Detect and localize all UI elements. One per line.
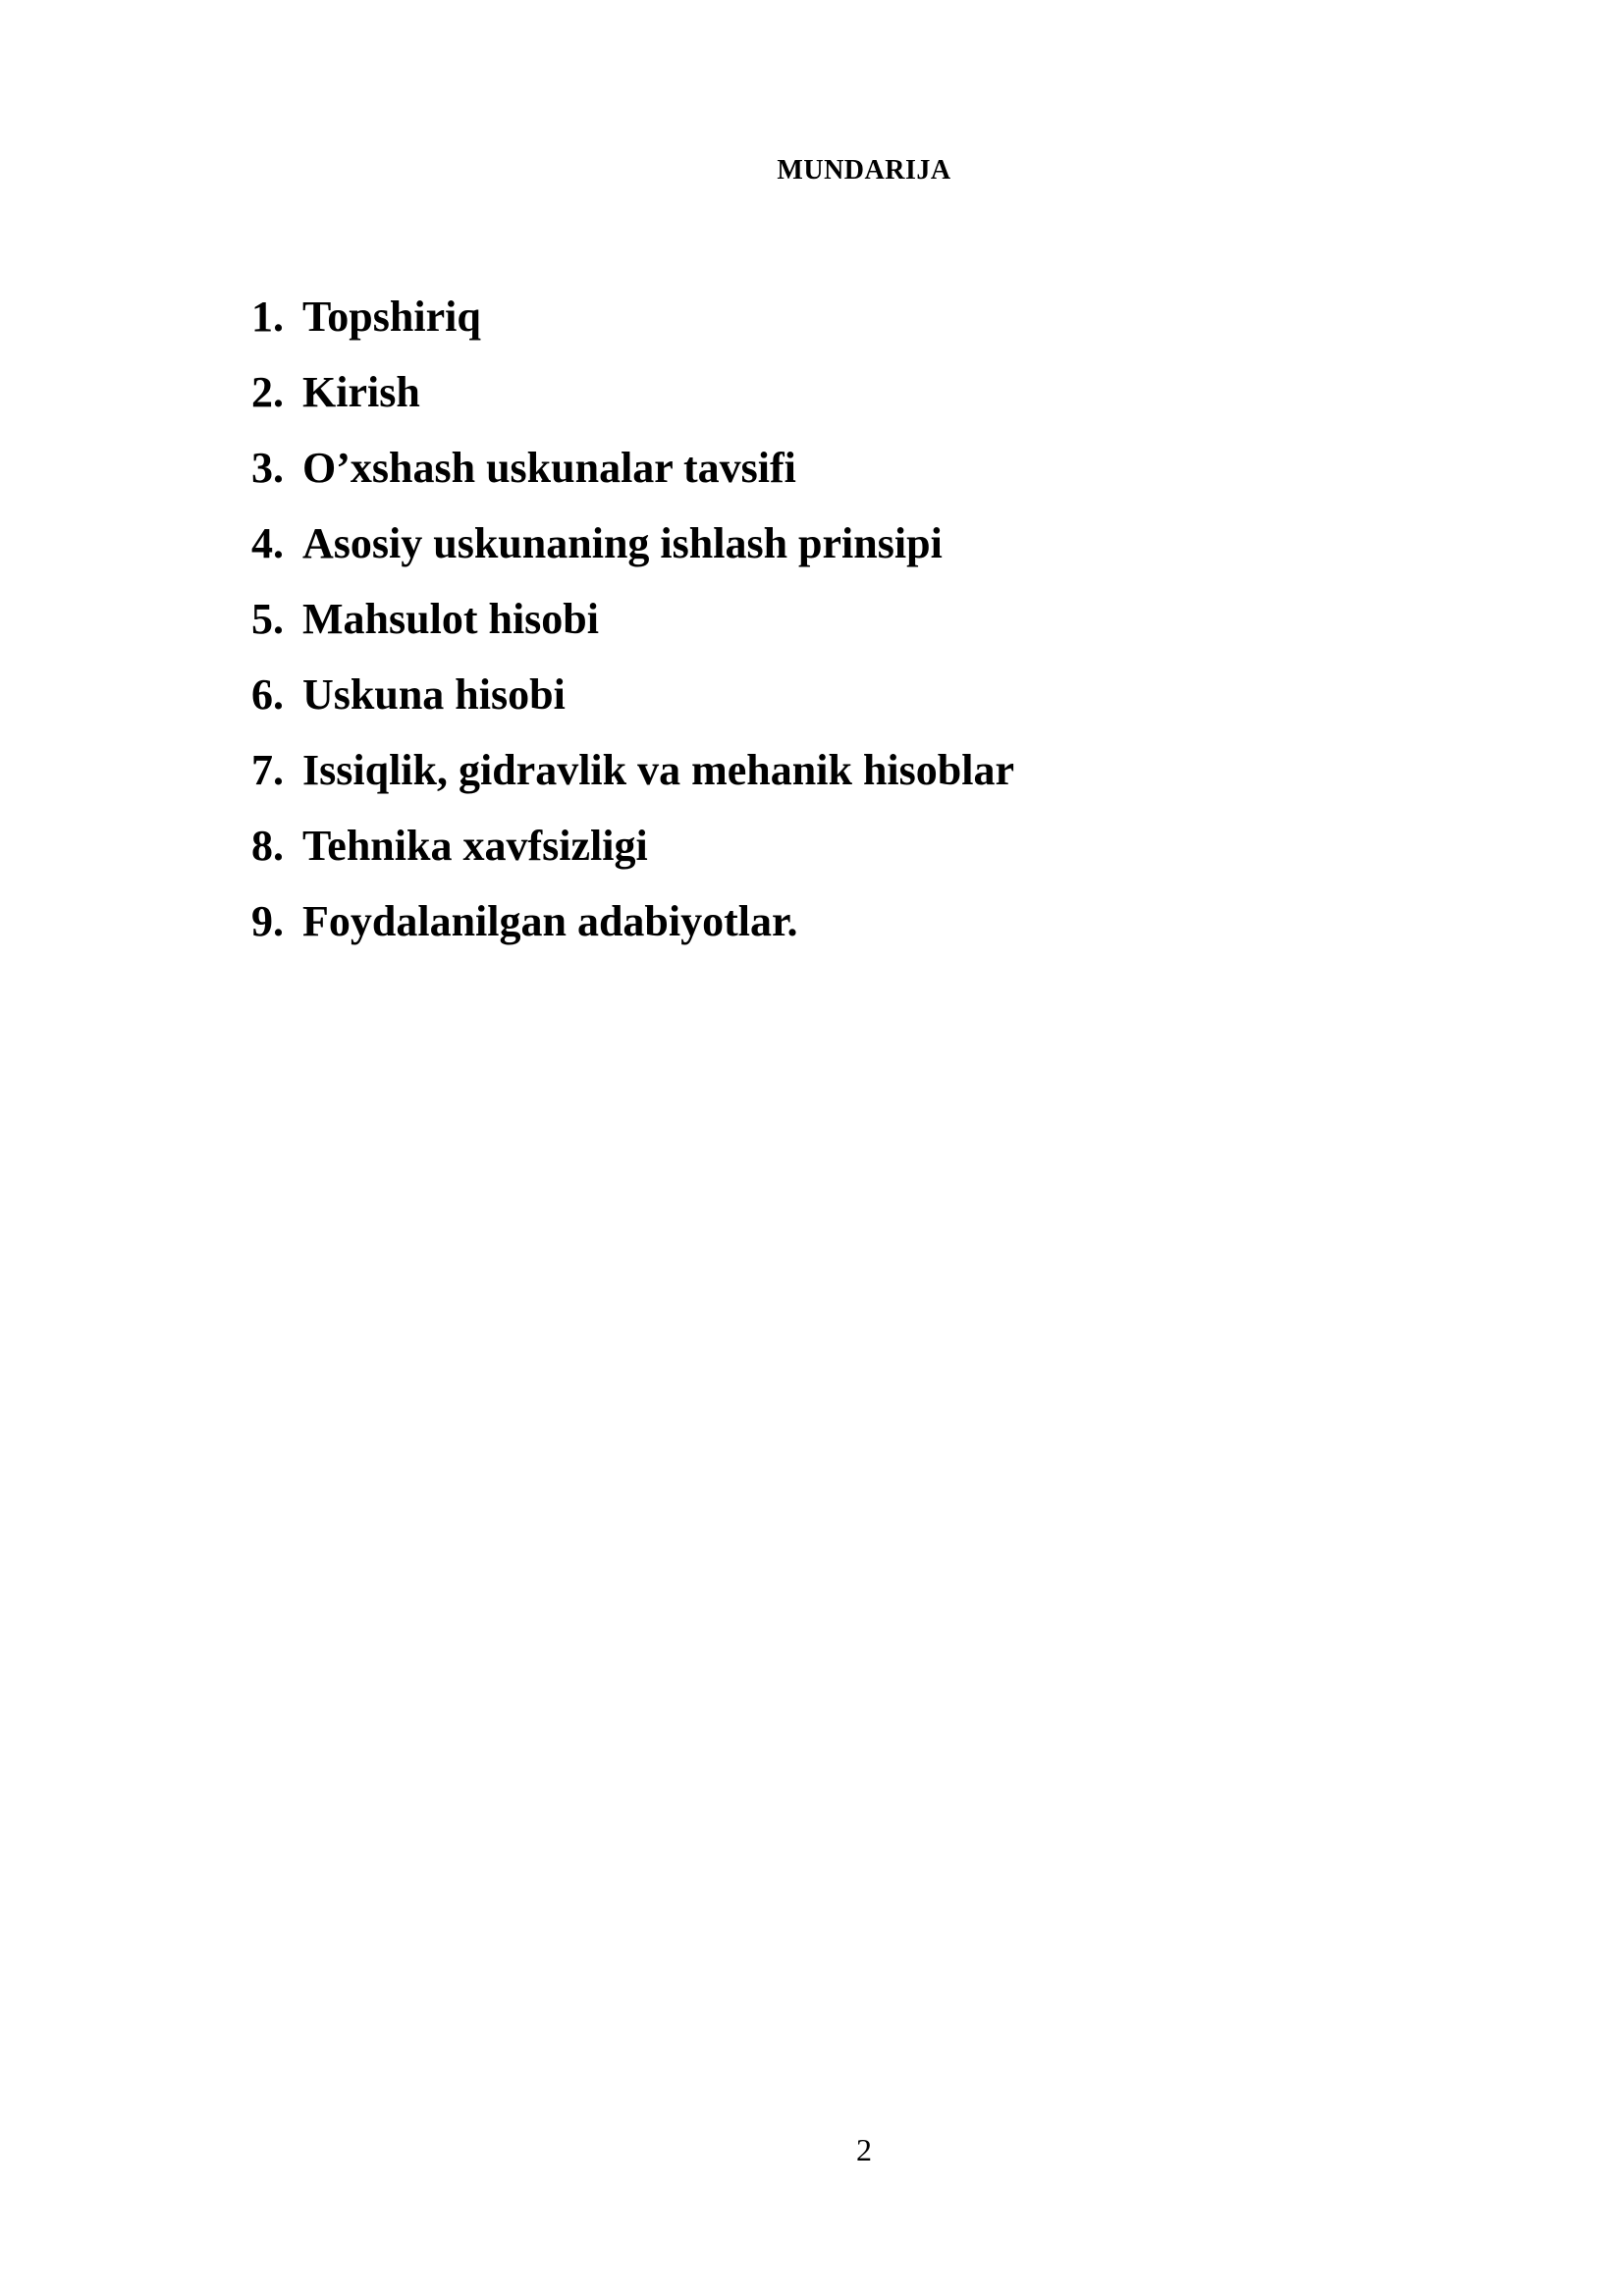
- toc-item-number: 5.: [251, 595, 284, 643]
- toc-item-label: Kirish: [302, 368, 420, 416]
- toc-item: [251, 360, 1014, 436]
- page-title: MUNDARIJA: [777, 155, 951, 186]
- toc-item-label: Mahsulot hisobi: [302, 595, 599, 643]
- toc-item-label: Topshiriq: [302, 293, 481, 341]
- toc-item-label: Foydalanilgan adabiyotlar.: [302, 897, 798, 945]
- toc-item-number: 2.: [251, 368, 284, 416]
- toc-item: [251, 889, 1014, 965]
- toc-item: [251, 738, 1014, 814]
- toc-item-number: 1.: [251, 293, 284, 341]
- toc-item: [251, 663, 1014, 738]
- toc-item-label: Asosiy uskunaning ishlash prinsipi: [302, 519, 943, 567]
- page-number: 2: [856, 2132, 872, 2167]
- table-of-contents: [251, 285, 1014, 965]
- toc-item-number: 7.: [251, 746, 284, 794]
- toc-item: [251, 285, 1014, 360]
- toc-item: [251, 436, 1014, 511]
- toc-item-number: 9.: [251, 897, 284, 945]
- toc-item-number: 8.: [251, 822, 284, 870]
- toc-item-number: 3.: [251, 444, 284, 492]
- toc-item: [251, 511, 1014, 587]
- toc-item: [251, 814, 1014, 889]
- toc-item-number: 6.: [251, 670, 284, 719]
- toc-item-label: Issiqlik, gidravlik va mehanik hisoblar: [302, 746, 1014, 794]
- toc-item-label: Uskuna hisobi: [302, 670, 566, 719]
- toc-item-number: 4.: [251, 519, 284, 567]
- toc-item: [251, 587, 1014, 663]
- toc-item-label: O’xshash uskunalar tavsifi: [302, 444, 796, 492]
- toc-item-label: Tehnika xavfsizligi: [302, 822, 648, 870]
